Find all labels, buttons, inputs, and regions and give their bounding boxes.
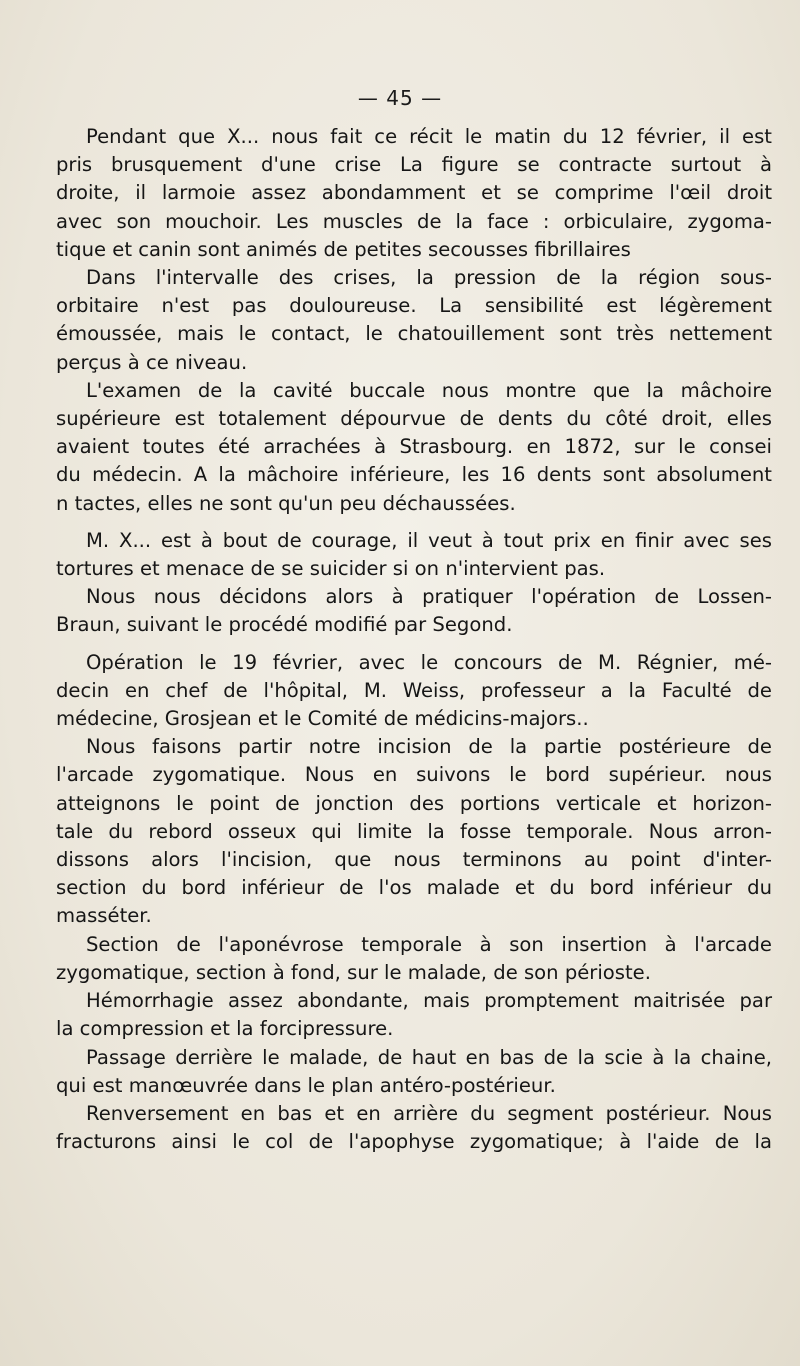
paragraph bbox=[56, 264, 772, 377]
text-line: decin en chef de l'hôpital, M. Weiss, professeur a la Faculté de bbox=[56, 678, 772, 702]
text-line: Dans l'intervalle des crises, la pression de la région sous- bbox=[86, 266, 772, 290]
text-line: droite, il larmoie assez abondamment et se comprime l'œil droit bbox=[56, 181, 772, 205]
text-line: Braun, suivant le procédé modifié par Segond. bbox=[56, 613, 513, 637]
text-line: tortures et menace de se suicider si on n'intervient pas. bbox=[56, 557, 606, 581]
text-line: zygomatique, section à fond, sur le malade, de son périoste. bbox=[56, 960, 651, 984]
text-line: émoussée, mais le contact, le chatouillement sont très nettement bbox=[56, 322, 772, 346]
paragraph bbox=[56, 527, 772, 583]
text-line: Hémorrhagie assez abondante, mais promptement maitrisée par bbox=[86, 989, 772, 1013]
text-line: qui est manœuvrée dans le plan antéro-postérieur. bbox=[56, 1073, 556, 1097]
text-line: avaient toutes été arrachées à Strasbourg. en 1872, sur le consei bbox=[56, 435, 772, 459]
paragraph bbox=[56, 987, 772, 1043]
text-line: pris brusquement d'une crise La figure se contracte surtout à bbox=[56, 153, 772, 177]
page-number: — 45 — bbox=[357, 86, 443, 110]
paragraph bbox=[56, 377, 772, 518]
text-line: L'examen de la cavité buccale nous montre que la mâchoire bbox=[86, 378, 772, 402]
text-line: Renversement en bas et en arrière du segment postérieur. Nous bbox=[86, 1101, 772, 1125]
text-line: tale du rebord osseux qui limite la fosse temporale. Nous arron- bbox=[56, 819, 772, 843]
text-line: Section de l'aponévrose temporale à son insertion à l'arcade bbox=[86, 932, 772, 956]
text-line: n tactes, elles ne sont qu'un peu déchaussées. bbox=[56, 491, 516, 515]
paragraph bbox=[56, 123, 772, 264]
text-line: supérieure est totalement dépourvue de dents du côté droit, elles bbox=[56, 407, 772, 431]
text-line: Nous faisons partir notre incision de la partie postérieure de bbox=[86, 735, 772, 759]
text-line: avec son mouchoir. Les muscles de la face : orbiculaire, zygoma- bbox=[56, 209, 772, 233]
text-line: du médecin. A la mâchoire inférieure, les 16 dents sont absolument bbox=[56, 463, 772, 487]
text-line: dissons alors l'incision, que nous terminons au point d'inter- bbox=[56, 848, 772, 872]
paragraph bbox=[56, 649, 772, 734]
text-line: Pendant que X... nous fait ce récit le matin du 12 février, il est bbox=[86, 125, 772, 148]
text-line: M. X... est à bout de courage, il veut à tout prix en finir avec ses bbox=[86, 528, 772, 552]
paragraph bbox=[56, 583, 772, 639]
text-line: orbitaire n'est pas douloureuse. La sensibilité est légèrement bbox=[56, 294, 772, 318]
text-line: Nous nous décidons alors à pratiquer l'opération de Lossen- bbox=[86, 585, 772, 609]
text-line: Passage derrière le malade, de haut en bas de la scie à la chaine, bbox=[86, 1045, 772, 1069]
text-line: la compression et la forcipressure. bbox=[56, 1017, 394, 1041]
paragraph bbox=[56, 1100, 772, 1156]
paragraph bbox=[56, 1044, 772, 1100]
text-line: médecine, Grosjean et le Comité de médicins-majors.. bbox=[56, 707, 589, 731]
text-line: Opération le 19 février, avec le concours de M. Régnier, mé- bbox=[86, 650, 772, 674]
text-line: fracturons ainsi le col de l'apophyse zygomatique; à l'aide de la bbox=[56, 1130, 772, 1154]
text-line: perçus à ce niveau. bbox=[56, 350, 248, 374]
text-line: l'arcade zygomatique. Nous en suivons le bord supérieur. nous bbox=[56, 763, 772, 787]
text-line: section du bord inférieur de l'os malade et du bord inférieur du bbox=[56, 876, 772, 900]
paragraph bbox=[56, 931, 772, 987]
body-text bbox=[56, 123, 772, 1156]
text-line: tique et canin sont animés de petites secousses fibrillaires bbox=[56, 237, 631, 261]
text-line: masséter. bbox=[56, 904, 152, 928]
paragraph bbox=[56, 733, 772, 930]
text-line: atteignons le point de jonction des portions verticale et horizon- bbox=[56, 791, 772, 815]
